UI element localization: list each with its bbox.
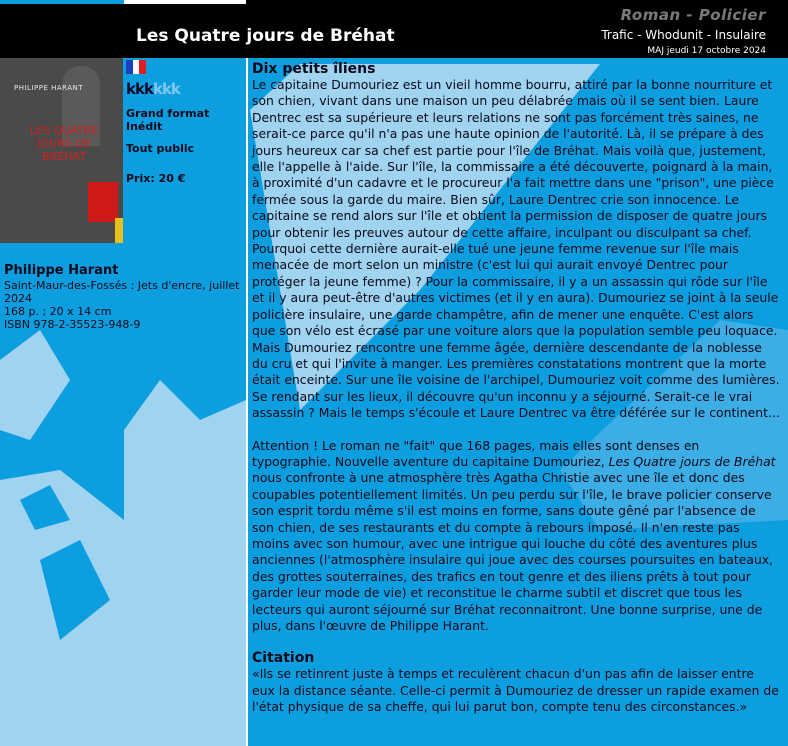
audience-label: Tout public: [126, 142, 195, 155]
citation-text: «Ils se retinrent juste à temps et reculèrent chacun d'un pas afin de laisser entre eux la distance séante. Celle-ci permit à Dumouriez de dresser un rapide examen de l'état physique de sa cheffe, qui lui parut bon, compte tenu des circonstances.»: [252, 666, 779, 715]
book-title: Les Quatre jours de Bréhat: [136, 26, 395, 46]
column-divider: [246, 58, 248, 746]
french-flag-icon: [126, 60, 146, 74]
rating-icon: [126, 80, 180, 98]
format-label: Grand format: [126, 107, 210, 120]
genre-label: Roman - Policier: [620, 6, 766, 24]
subgenre-label: Trafic - Whodunit - Insulaire: [601, 28, 766, 42]
header-strip-right: [124, 0, 246, 4]
rating-mark: k: [134, 80, 144, 98]
physical-info: 168 p. ; 20 x 14 cm: [4, 305, 112, 318]
rating-mark: k: [152, 80, 162, 98]
isbn-info: ISBN 978-2-35523-948-9: [4, 318, 141, 331]
price-label: Prix: 20 €: [126, 172, 186, 185]
status-label: Inédit: [126, 120, 163, 133]
publisher-info: Saint-Maur-des-Fossés : Jets d'encre, juillet 2024: [4, 279, 240, 305]
cover-band: [115, 218, 123, 243]
review-opinion: [252, 438, 780, 635]
review-body: [252, 61, 780, 716]
update-date: MAJ jeudi 17 octobre 2024: [647, 46, 766, 56]
rating-mark: k: [126, 80, 135, 98]
review-heading: Dix petits îliens: [252, 61, 376, 77]
rating-mark: k: [170, 80, 180, 98]
review-summary: Le capitaine Dumouriez est un vieil homme bourru, attiré par la bonne nourriture et son chien, vivant dans une maison un peu délabrée mais où il se sent bien. Laure Dentrec est sa supérieure et leurs relations ne sont pas forcément très saines, ne serait-ce parce qu'il n'a pas une haute opinion de l'autorité. Là, il se prépare à des jours heureux car sa chef est partie pour l'île de Bréhat. Mais voilà que, justement, elle l'appelle à l'aide. Sur l'île, la commissaire a été découverte, poignard à la main, à proximité d'un cadavre et le procureur l'a fait mettre dans une "prison", une pièce fermée sous la garde du maire. Bien sûr, Laure Dentrec crie son innocence. Le capitaine se rend alors sur l'île et obtient la permission de disposer de quatre jours pour obtenir les preuves autour de cette affaire, inculpant ou disculpant sa chef. Pourquoi cette dernière aurait-elle tué une jeune femme revenue sur l'île mais menacée de mort selon un ministre (c'est lui qui aurait envoyé Dentrec pour protéger la jeune femme) ? Pour la commissaire, il y a un assassin qui rôde sur l'île et il y aura peut-être d'autres victimes (et il y en aura). Dumouriez se joint à la seule policière insulaire, une garde champêtre, afin de mener une enquête. C'est alors que son vélo est écrasé par une voiture alors que la population semble peu loquace. Mais Dumouriez rencontre une femme âgée, dernière descendante de la noblesse du cru et qui l'invite à manger. Les premières constatations montrent que la morte était enceinte. Sur une île voisine de l'archipel, Dumouriez voit comme des lumières. Se rendant sur les lieux, il découvre qu'un inconnu y a séjourné. Serait-ce le vrai assassin ? Mais le temps s'écoule et Laure Dentrec va être déférée sur le continent...: [252, 77, 780, 421]
opinion-text-before: Attention ! Le roman ne "fait" que 168 pages, mais elles sont denses en typographie. Nouvelle aventure du capitaine Dumouriez,: [252, 437, 700, 469]
citation-heading: Citation: [252, 650, 315, 667]
cover-author: PHILIPPE HARANT: [14, 84, 84, 92]
cover-title: LES QUATRE JOURS DE BRÉHAT: [29, 124, 99, 163]
book-details: [4, 264, 244, 331]
page-header: [0, 0, 788, 58]
book-cover: [0, 58, 123, 243]
opinion-text-after: nous confronte à une atmosphère très Agatha Christie avec une île et donc des coupables potentiellement limités. Un peu perdu sur l'île, le brave policier conserve son esprit tordu même s'il est moins en forme, sans doute gêné par l'absence de son chien, de ses restaurants et du compte à rebours imposé. Il n'en reste pas moins avec son humour, avec une intrigue qui louche du côté des aventures plus anciennes (l'atmosphère insulaire qui joue avec des courses poursuites en bateaux, des grottes souterraines, des trafics en tout genre et des iliens prêts à tout pour garder leur mode de vie) et reconstitue le charme subtil et discret que tous les lecteurs qui auront séjourné sur Bréhat reconnaitront. Une bonne surprise, une de plus, dans l'œuvre de Philippe Harant.: [252, 470, 774, 633]
author-name: Philippe Harant: [4, 263, 119, 278]
opinion-book-title: Les Quatre jours de Bréhat: [608, 453, 776, 469]
rating-mark: k: [161, 80, 171, 98]
header-strip-left: [0, 0, 124, 4]
cover-red-door: [88, 182, 118, 222]
rating-mark: k: [143, 80, 153, 98]
